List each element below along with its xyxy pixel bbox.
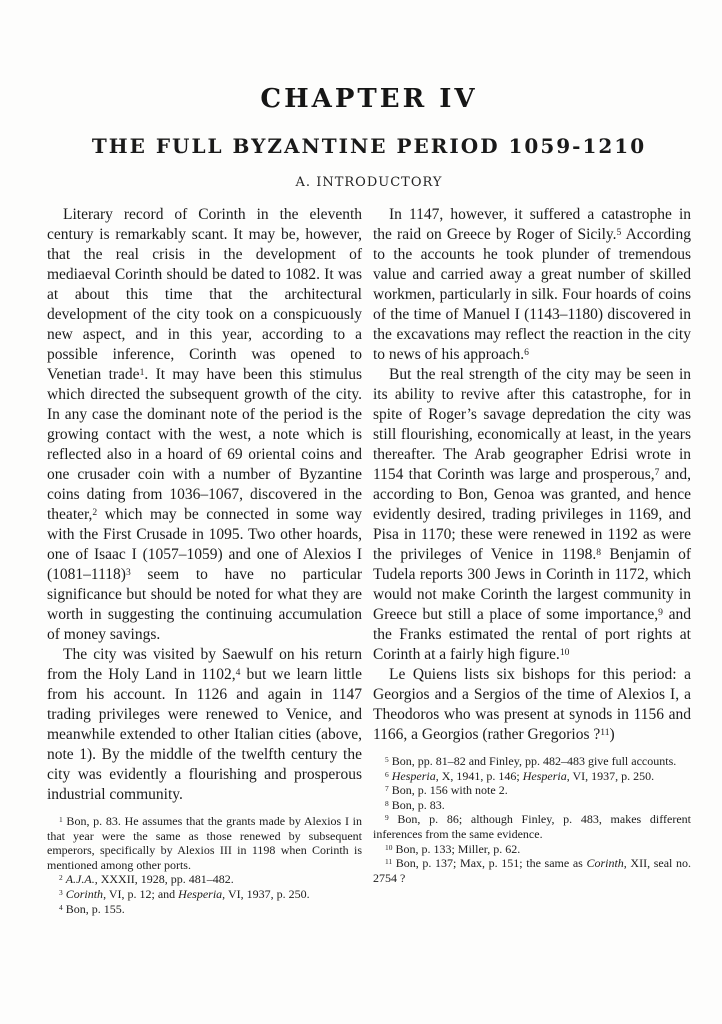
footnote: $^3$ Corinth, VI, p. 12; and Hesperia, VI, 1937, p. 250. <box>59 886 310 901</box>
paragraph: In 1147, however, it suffered a catastrophe in the raid on Greece by Roger of Sicily.$^5$ According to the accounts he took plunder of tremendous value and carried away a great number of skilled workmen, particularly in silk. Four hoards of coins of the time of Manuel I (1143–1180) discovered in the excavations may reflect the reaction in the city to news of his approach.$^6$ <box>373 206 691 363</box>
left-column <box>47 205 362 916</box>
footnote: $^1$ Bon, p. 83. He assumes that the grants made by Alexios I in that year were the same as those renewed by subsequent emperors, specifically by Alexios III in 1198 when Corinth is mentioned among other ports. <box>47 814 362 872</box>
footnote: $^9$ Bon, p. 86; although Finley, p. 483, makes different inferences from the same evidence. <box>373 812 691 841</box>
paragraph: But the real strength of the city may be seen in its ability to revive after this catastrophe, for in spite of Roger’s savage depredation the city was still flourishing, economically at least, in the years thereafter. The Arab geographer Edrisi wrote in 1154 that Corinth was large and prosperous,$^7$ and, according to Bon, Genoa was granted, and hence evidently desired, trading privileges in 1169, and Pisa in 1170; these were renewed in 1192 as were the privileges of Venice in 1198.$^8$ Benjamin of Tudela reports 300 Jews in Corinth in 1172, which would not make Corinth the largest community in Greece but still a place of some importance,$^9$ and the Franks estimated the rental of port rights at Corinth at a fairly high figure.$^{10}$ <box>373 366 691 663</box>
chapter-heading: CHAPTER IV <box>260 84 478 114</box>
chapter-title: THE FULL BYZANTINE PERIOD 1059-1210 <box>91 134 647 158</box>
footnote: $^7$ Bon, p. 156 with note 2. <box>385 783 508 798</box>
footnote: $^{10}$ Bon, p. 133; Miller, p. 62. <box>385 841 521 856</box>
paragraph: The city was visited by Saewulf on his return from the Holy Land in 1102,$^4$ but we learn little from his account. In 1126 and again in 1147 trading privileges were renewed to Venice, and meanwhile extended to other Italian cities (above, note 1). By the middle of the twelfth century the city was evidently a flourishing and prosperous industrial community. <box>47 646 362 803</box>
footnote: $^6$ Hesperia, X, 1941, p. 146; Hesperia, VI, 1937, p. 250. <box>385 768 655 783</box>
text-columns <box>47 205 691 916</box>
footnote: $^8$ Bon, p. 83. <box>385 797 445 812</box>
footnote: $^4$ Bon, p. 155. <box>59 901 125 916</box>
section-heading: A. INTRODUCTORY <box>295 175 443 190</box>
paragraph: Literary record of Corinth in the eleventh century is remarkably scant. It may be, however, that the real crisis in the development of mediaeval Corinth should be dated to 1082. It was at about this time that the architectural development of the city took on a conspicuously new aspect, and in this year, according to a possible inference, Corinth was opened to Venetian trade$^1$. It may have been this stimulus which directed the subsequent growth of the city. In any case the dominant note of the period is the growing contact with the west, a note which is reflected also in a hoard of 69 oriental coins and one crusader coin with a number of Byzantine coins dating from 1036–1067, discovered in the theater,$^2$ which may be connected in some way with the First Crusade in 1095. Two other hoards, one of Isaac I (1057–1059) and one of Alexios I (1081–1118)$^3$ seem to have no particular significance but should be noted for what they are worth in suggesting the continuing accumulation of money savings. <box>47 206 362 643</box>
paragraph: Le Quiens lists six bishops for this period: a Georgios and a Sergios of the time of Alexios I, a Theodoros who was present at synods in 1156 and 1166, a Georgios (rather Gregorios ?$^{11}$) <box>373 666 691 743</box>
right-column <box>373 205 691 916</box>
right-footnotes <box>373 754 691 885</box>
left-footnotes <box>47 814 362 916</box>
footnote: $^2$ A.J.A., XXXII, 1928, pp. 481–482. <box>59 872 234 887</box>
footnote: $^{11}$ Bon, p. 137; Max, p. 151; the same as Corinth, XII, seal no. 2754 ? <box>373 856 691 885</box>
footnote: $^5$ Bon, pp. 81–82 and Finley, pp. 482–483 give full accounts. <box>385 754 677 768</box>
